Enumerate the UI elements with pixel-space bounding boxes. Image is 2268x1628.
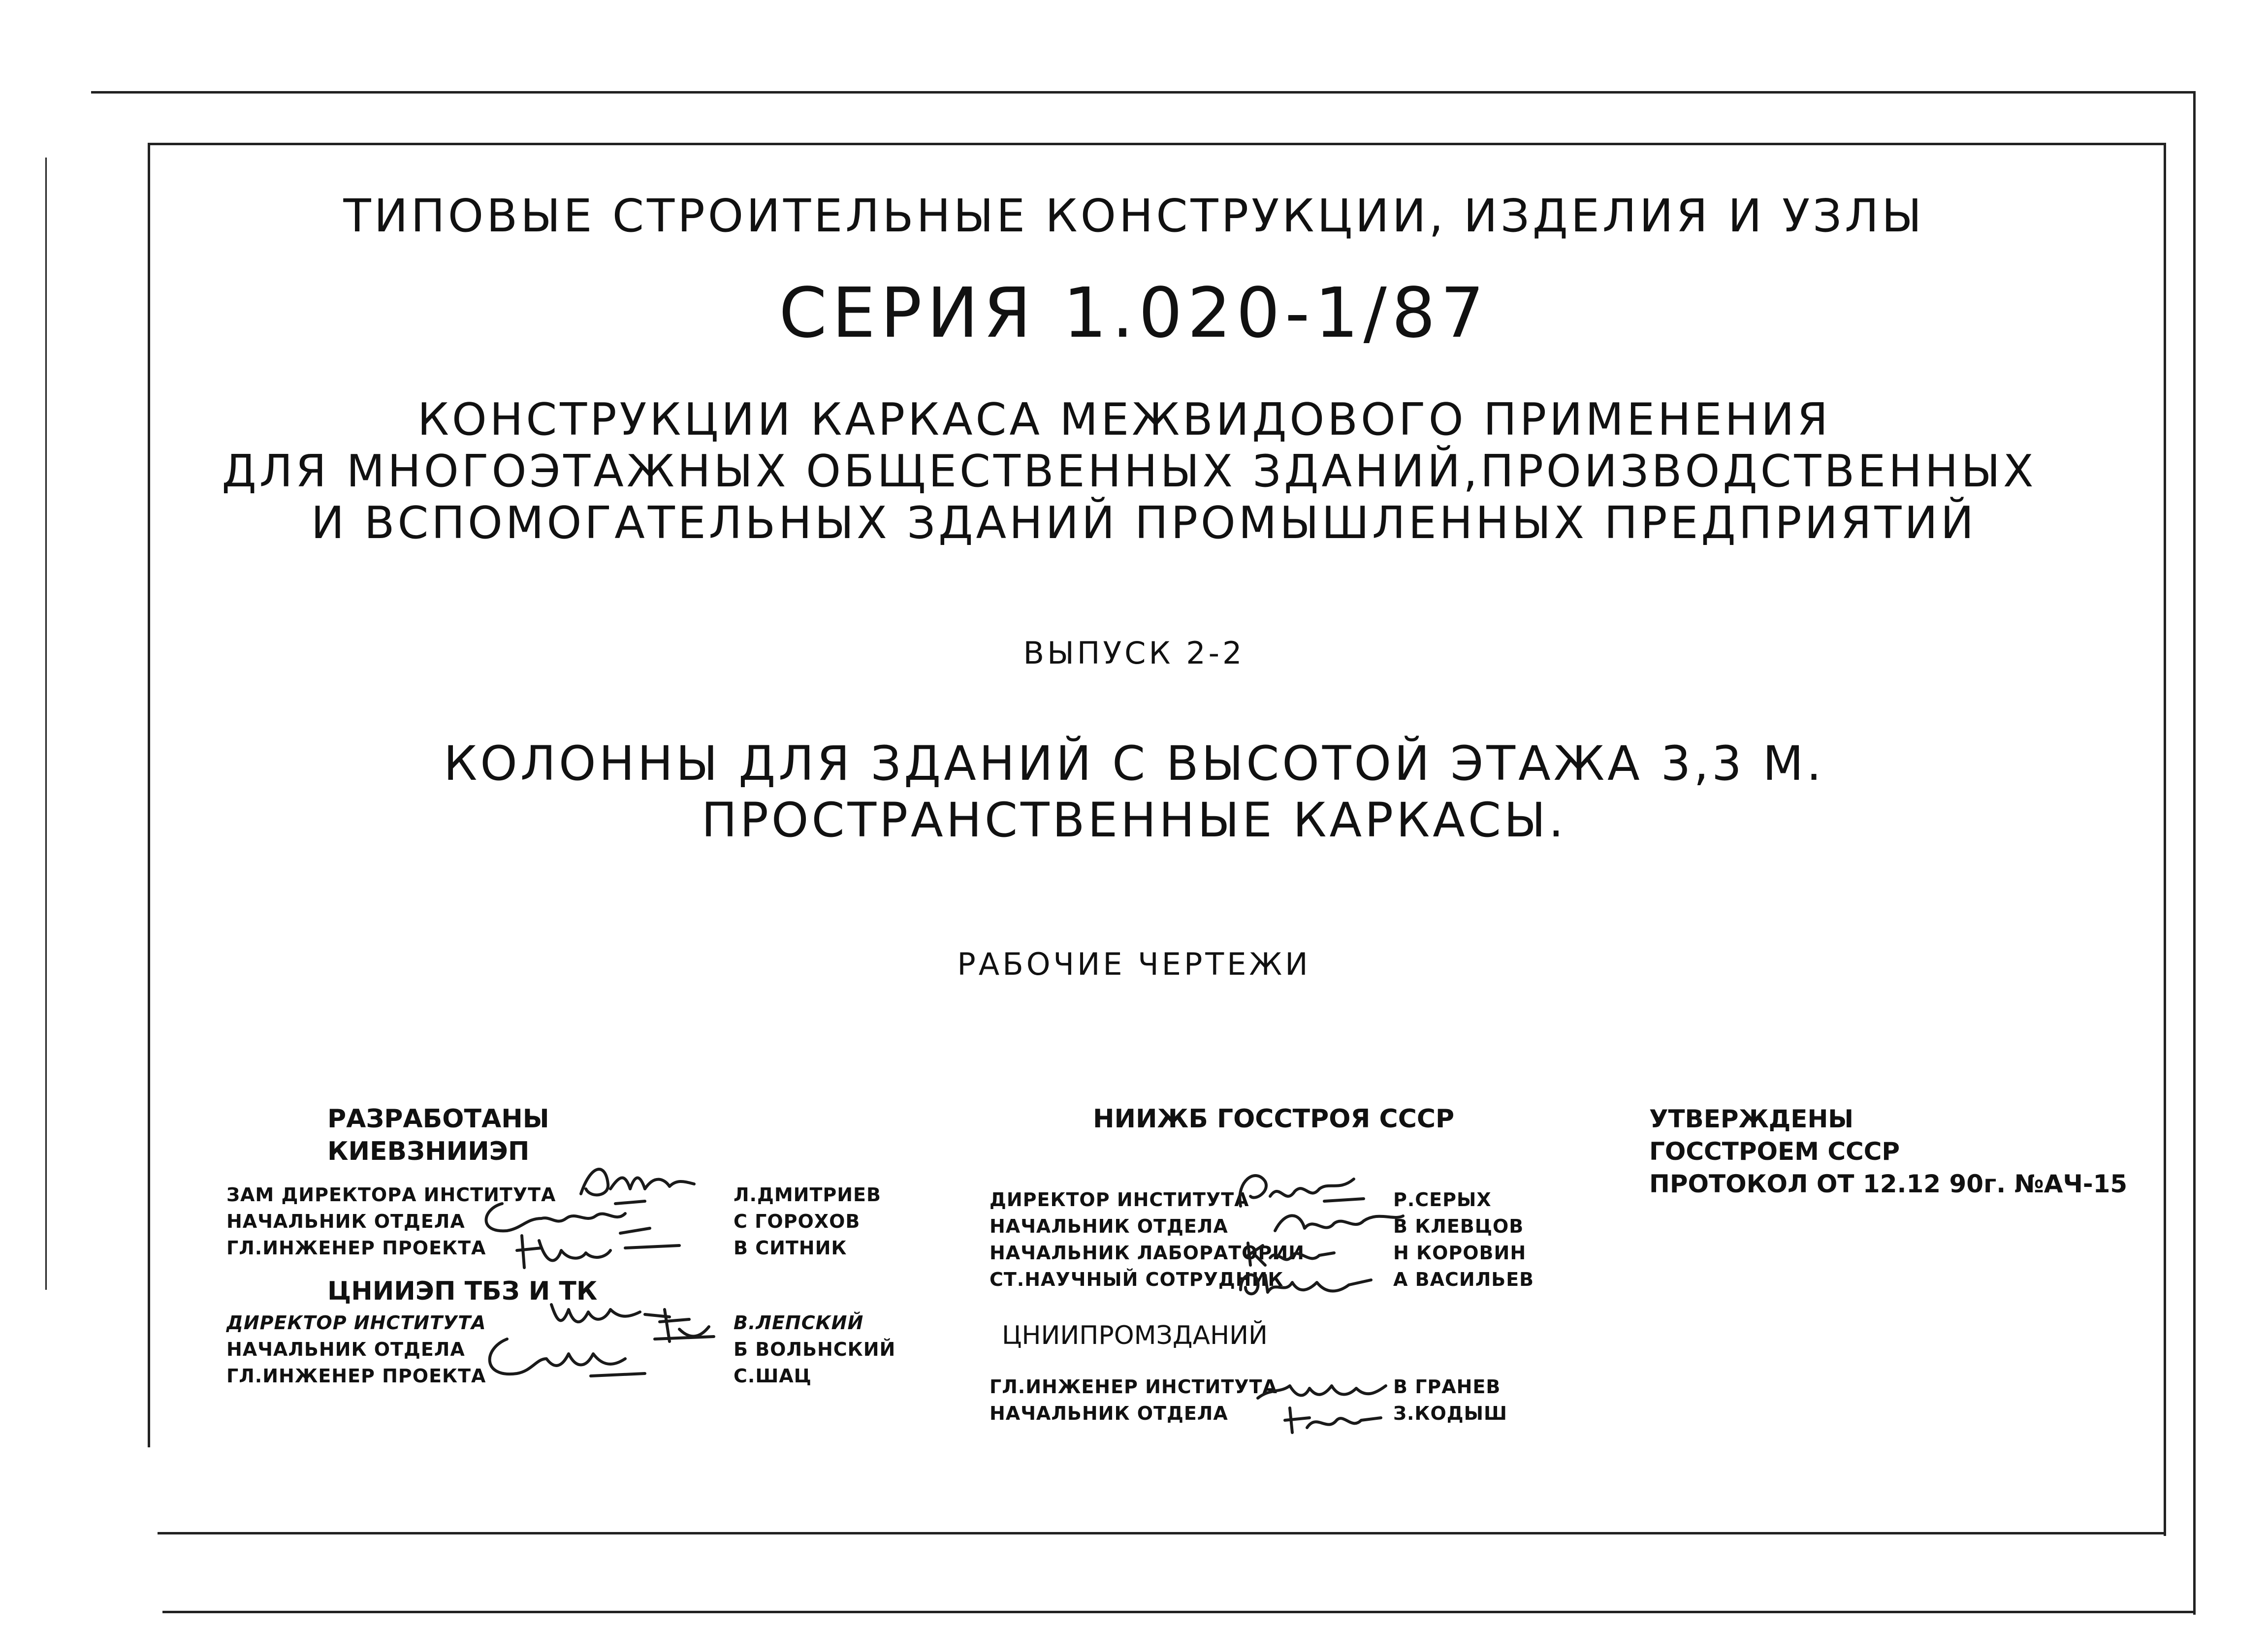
developed-names-2 xyxy=(734,1309,895,1389)
niizhb-heading: НИИЖБ ГОССТРОЯ СССР xyxy=(1093,1104,1455,1134)
role: ГЛ.ИНЖЕНЕР ПРОЕКТА xyxy=(226,1365,486,1387)
developed-names xyxy=(734,1181,881,1261)
signature-kodysh xyxy=(1280,1398,1388,1437)
role: НАЧАЛЬНИК ОТДЕЛА xyxy=(226,1339,465,1360)
name: Н КОРОВИН xyxy=(1393,1242,1527,1264)
name: З.КОДЫШ xyxy=(1393,1403,1507,1424)
role: НАЧАЛЬНИК ОТДЕЛА xyxy=(990,1403,1228,1424)
signature-vasiliev xyxy=(1231,1260,1378,1305)
name: В СИТНИК xyxy=(734,1237,847,1259)
series-number: СЕРИЯ 1.020-1/87 xyxy=(779,273,1489,353)
issue-number: ВЫПУСК 2-2 xyxy=(1023,635,1245,671)
name: Р.СЕРЫХ xyxy=(1393,1189,1492,1211)
outer-frame-top xyxy=(91,91,2196,94)
developed-heading: РАЗРАБОТАНЫ xyxy=(327,1104,549,1134)
issue-title-line-2: ПРОСТРАНСТВЕННЫЕ КАРКАСЫ. xyxy=(701,793,1567,848)
role: ГЛ.ИНЖЕНЕР ИНСТИТУТА xyxy=(990,1376,1278,1398)
role: ГЛ.ИНЖЕНЕР ПРОЕКТА xyxy=(226,1237,486,1259)
signature-sitnik xyxy=(512,1226,689,1275)
role: СТ.НАУЧНЫЙ СОТРУДНИК xyxy=(990,1269,1284,1290)
name: В ГРАНЕВ xyxy=(1393,1376,1501,1398)
signature-volnsky xyxy=(650,1300,724,1349)
subtitle-line-1: КОНСТРУКЦИИ КАРКАСА МЕЖВИДОВОГО ПРИМЕНЕНИЯ xyxy=(417,394,1831,446)
approved-block xyxy=(1649,1103,2127,1200)
niizhb-names xyxy=(1393,1186,1534,1293)
subtitle-line-3: И ВСПОМОГАТЕЛЬНЫХ ЗДАНИЙ ПРОМЫШЛЕННЫХ ПРЕДПРИЯТИЙ xyxy=(311,497,1977,549)
signature-shats xyxy=(478,1329,655,1383)
role: НАЧАЛЬНИК ОТДЕЛА xyxy=(990,1215,1228,1237)
name: А ВАСИЛЬЕВ xyxy=(1393,1269,1534,1290)
approved-authority: ГОССТРОЕМ СССР xyxy=(1649,1137,1900,1166)
approved-heading: УТВЕРЖДЕНЫ xyxy=(1649,1105,1854,1133)
standard-title: ТИПОВЫЕ СТРОИТЕЛЬНЫЕ КОНСТРУКЦИИ, ИЗДЕЛИЯ И УЗЛЫ xyxy=(343,190,1925,242)
role: ДИРЕКТОР ИНСТИТУТА xyxy=(226,1312,486,1334)
role: ДИРЕКТОР ИНСТИТУТА xyxy=(990,1189,1249,1211)
developed-org-2: ЦНИИЭП ТБЗ И ТК xyxy=(327,1277,598,1306)
issue-title-line-1: КОЛОННЫ ДЛЯ ЗДАНИЙ С ВЫСОТОЙ ЭТАЖА 3,3 М. xyxy=(444,736,1824,791)
role: НАЧАЛЬНИК ОТДЕЛА xyxy=(226,1211,465,1232)
name: С.ШАЦ xyxy=(734,1365,812,1387)
subtitle-line-2: ДЛЯ МНОГОЭТАЖНЫХ ОБЩЕСТВЕННЫХ ЗДАНИЙ,ПРОИЗВОДСТВЕННЫХ xyxy=(222,446,2037,497)
role: ЗАМ ДИРЕКТОРА ИНСТИТУТА xyxy=(226,1184,556,1206)
niizhb-names-2 xyxy=(1393,1373,1507,1427)
name: Б ВОЛЬНСКИЙ xyxy=(734,1339,896,1360)
name: С ГОРОХОВ xyxy=(734,1211,861,1232)
name: В КЛЕВЦОВ xyxy=(1393,1215,1524,1237)
inner-frame-top xyxy=(148,143,2166,145)
inner-frame-bottom xyxy=(158,1532,2166,1534)
name: В.ЛЕПСКИЙ xyxy=(734,1312,864,1334)
document-type: РАБОЧИЕ ЧЕРТЕЖИ xyxy=(957,946,1311,982)
outer-frame-bottom xyxy=(162,1611,2196,1613)
role: НАЧАЛЬНИК ЛАБОРАТОРИИ xyxy=(990,1242,1305,1264)
developed-roles-2 xyxy=(226,1309,486,1389)
niizhb-roles-2 xyxy=(990,1373,1278,1427)
name: Л.ДМИТРИЕВ xyxy=(734,1184,881,1206)
niizhb-org-2: ЦНИИПРОМЗДАНИЙ xyxy=(1002,1321,1268,1350)
developed-org: КИЕВЗНИИЭП xyxy=(327,1137,530,1166)
approved-protocol: ПРОТОКОЛ ОТ 12.12 90г. №АЧ-15 xyxy=(1649,1170,2128,1198)
